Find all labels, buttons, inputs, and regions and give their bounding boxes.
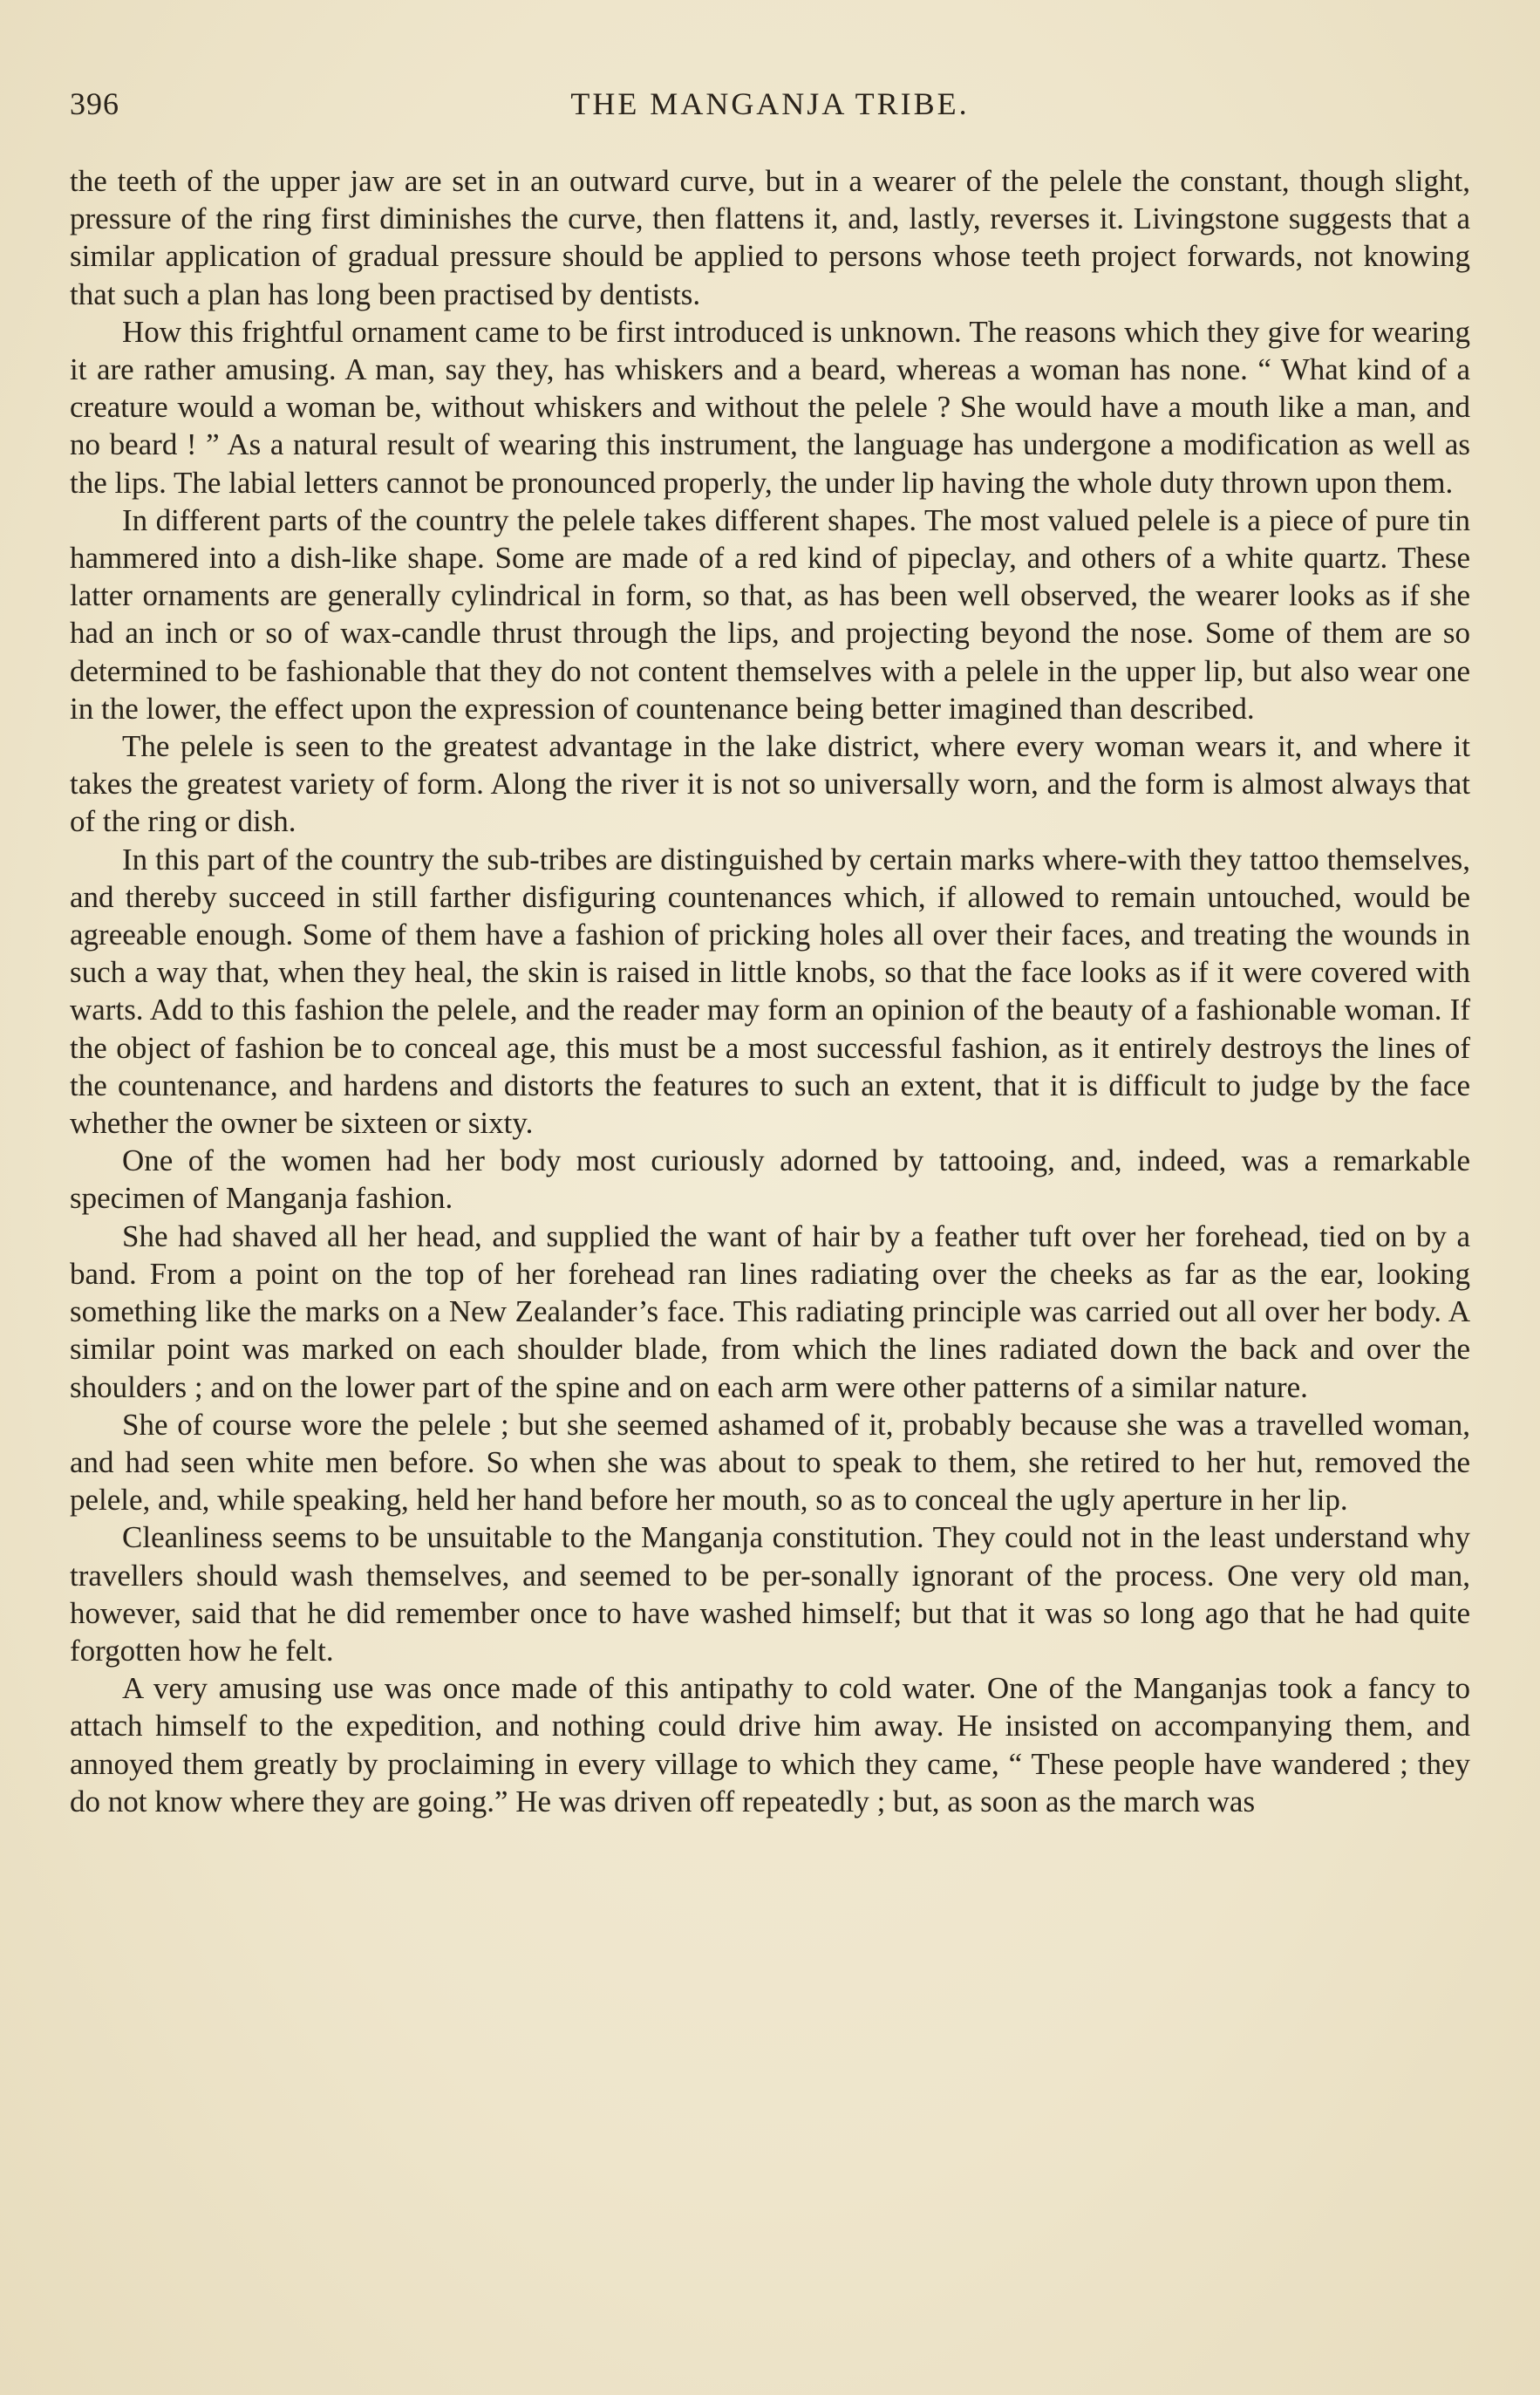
paragraph: She had shaved all her head, and supplied the want of hair by a feather tuft over her forehead, tied on by a band. From a point on the top of her forehead ran lines radiating over the cheeks as far as the ear, looking something like the marks on a New Zealander’s face. This radiating principle was carried out all over her body. A similar point was marked on each shoulder blade, from which the lines radiated down the back and over the shoulders ; and on the lower part of the spine and on each arm were other patterns of a similar nature. (70, 1218, 1470, 1404)
paragraph: One of the women had her body most curiously adorned by tattooing, and, indeed, was a remarkable specimen of Manganja fashion. (70, 1143, 1470, 1216)
body-text (70, 162, 1470, 1820)
paragraph: In different parts of the country the pelele takes different shapes. The most valued pelele is a piece of pure tin hammered into a dish-like shape. Some are made of a red kind of pipeclay, and others of a white quartz. These latter ornaments are generally cylindrical in form, so that, as has been well observed, the wearer looks as if she had an inch or so of wax-candle thrust through the lips, and projecting beyond the nose. Some of them are so determined to be fashionable that they do not content themselves with a pelele in the upper lip, but also wear one in the lower, the effect upon the expression of countenance being better imagined than described. (70, 502, 1470, 726)
page-header (70, 85, 1470, 129)
page-number: 396 (70, 86, 119, 121)
running-title: THE MANGANJA TRIBE. (570, 86, 970, 121)
paragraph: In this part of the country the sub-tribes are distinguished by certain marks where-with they tattoo themselves, and thereby succeed in still farther disfiguring countenances which, if allowed to remain untouched, would be agreeable enough. Some of them have a fashion of pricking holes all over their faces, and treating the wounds in such a way that, when they heal, the skin is raised in little knobs, so that the face looks as if it were covered with warts. Add to this fashion the pelele, and the reader may form an opinion of the beauty of a fashionable woman. If the object of fashion be to conceal age, this must be a most successful fashion, as it entirely destroys the lines of the countenance, and hardens and distorts the features to such an extent, that it is difficult to judge by the face whether the owner be sixteen or sixty. (70, 842, 1470, 1141)
paragraph: A very amusing use was once made of this antipathy to cold water. One of the Manganjas took a fancy to attach himself to the expedition, and nothing could drive him away. He insisted on accompanying them, and annoyed them greatly by proclaiming in every village to which they came, “ These people have wandered ; they do not know where they are going.” He was driven off repeatedly ; but, as soon as the march was (70, 1671, 1470, 1818)
paragraph: Cleanliness seems to be unsuitable to the Manganja constitution. They could not in the least understand why travellers should wash themselves, and seemed to be per-sonally ignorant of the process. One very old man, however, said that he did remember once to have washed himself; but that it was so long ago that he had quite forgotten how he felt. (70, 1520, 1470, 1668)
paragraph: The pelele is seen to the greatest advantage in the lake district, where every woman wears it, and where it takes the greatest variety of form. Along the river it is not so universally worn, and the form is almost always that of the ring or dish. (70, 729, 1470, 839)
paragraph: She of course wore the pelele ; but she seemed ashamed of it, probably because she was a travelled woman, and had seen white men before. So when she was about to speak to them, she retired to her hut, removed the pelele, and, while speaking, held her hand before her mouth, so as to conceal the ugly aperture in her lip. (70, 1407, 1470, 1518)
paragraph: How this frightful ornament came to be first introduced is unknown. The reasons which they give for wearing it are rather amusing. A man, say they, has whiskers and a beard, whereas a woman has none. “ What kind of a creature would a woman be, without whiskers and without the pelele ? She would have a mouth like a man, and no beard ! ” As a natural result of wearing this instrument, the language has undergone a modification as well as the lips. The labial letters cannot be pronounced properly, the under lip having the whole duty thrown upon them. (70, 314, 1470, 500)
paragraph: the teeth of the upper jaw are set in an outward curve, but in a wearer of the pelele the constant, though slight, pressure of the ring first diminishes the curve, then flattens it, and, lastly, reverses it. Livingstone suggests that a similar application of gradual pressure should be applied to persons whose teeth project forwards, not knowing that such a plan has long been practised by dentists. (70, 164, 1470, 311)
